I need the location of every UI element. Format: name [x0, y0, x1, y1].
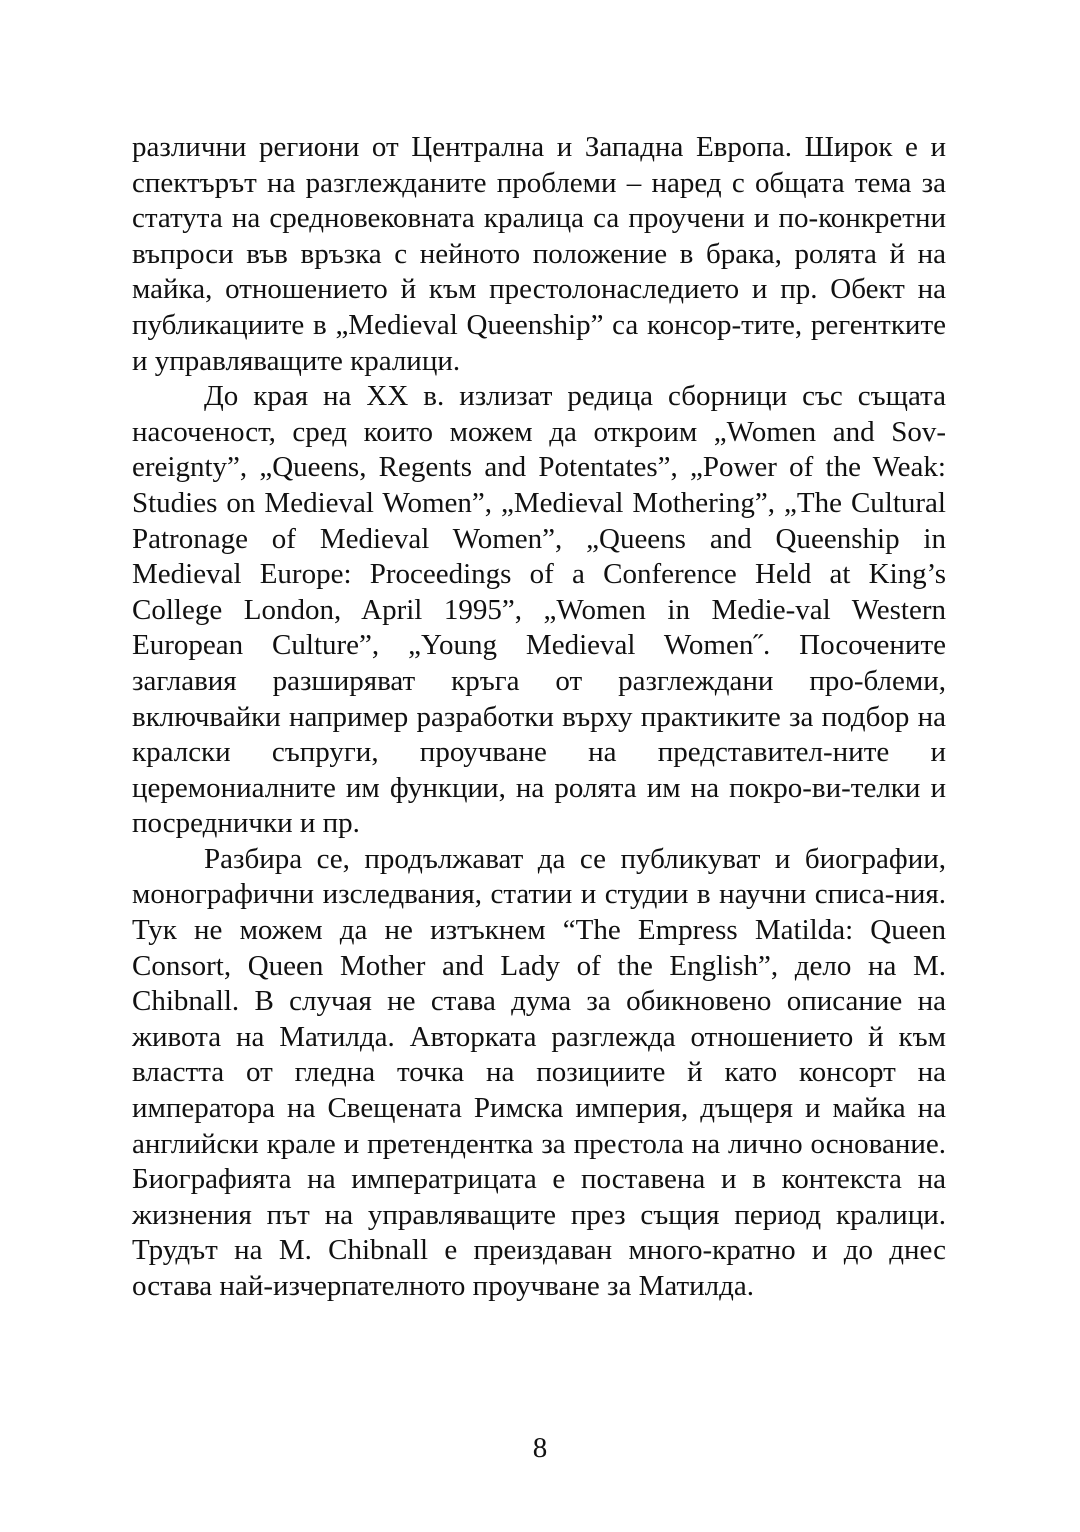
paragraph-biographies: Разбира се, продължават да се публикуват и биографии, монографични изследвания, статии и студии в научни списа-ния. Тук не можем да не изтъкнем “The Empress Matilda: Queen Consort, Queen Mother and Lady of the English”, дело на M. Chibnall. В случая не става дума за обикновено описание на живота на Матилда. Авторката разглежда отношението й към властта от гледна точка на позициите й като консорт на императора на Свещената Римска империя, дъщеря и майка на английски крале и претендентка за престола на лично основание. Биографията на императрицата е поставена и в контекста на жизнения път на управляващите през същия период кралици. Трудът на M. Chibnall е преиздаван много-кратно и до днес остава най-изчерпателното проучване за Матилда.	[132, 842, 946, 1302]
paragraph-continuation: различни региони от Централна и Западна Европа. Широк е и спектърът на разглежданите проблеми – наред с общата тема за статута на средновековната кралица са проучени и по-конкретни въпроси във връзка с нейното положение в брака, ролята й на майка, отношението й към престолонаследието и пр. Обект на публикациите в „Medieval Queenship” са консор-тите, регентките и управляващите кралици.	[132, 131, 946, 377]
body-text	[132, 130, 946, 1305]
page-number: 8	[532, 1432, 548, 1464]
paragraph-collections: До края на XX в. излизат редица сборници със същата насоченост, сред които можем да откроим „Women and Sov-ereignty”, „Queens, Regents and Potentates”, „Power of the Weak: Studies on Medieval Women”, „Medieval Mothering”, „The Cultural Patronage of Medieval Women”, „Queens and Queenship in Medieval Europe: Proceedings of a Conference Held at King’s College London, April 1995”, „Women in Medie-val Western European Culture”, „Young Medieval Women˝. Посочените заглавия разширяват кръга от разглеждани про-блеми, включвайки например разработки върху практиките за подбор на кралски съпруги, проучване на представител-ните и церемониалните им функции, на ролята им на покро-ви-телки и посреднички и пр.	[132, 380, 946, 840]
